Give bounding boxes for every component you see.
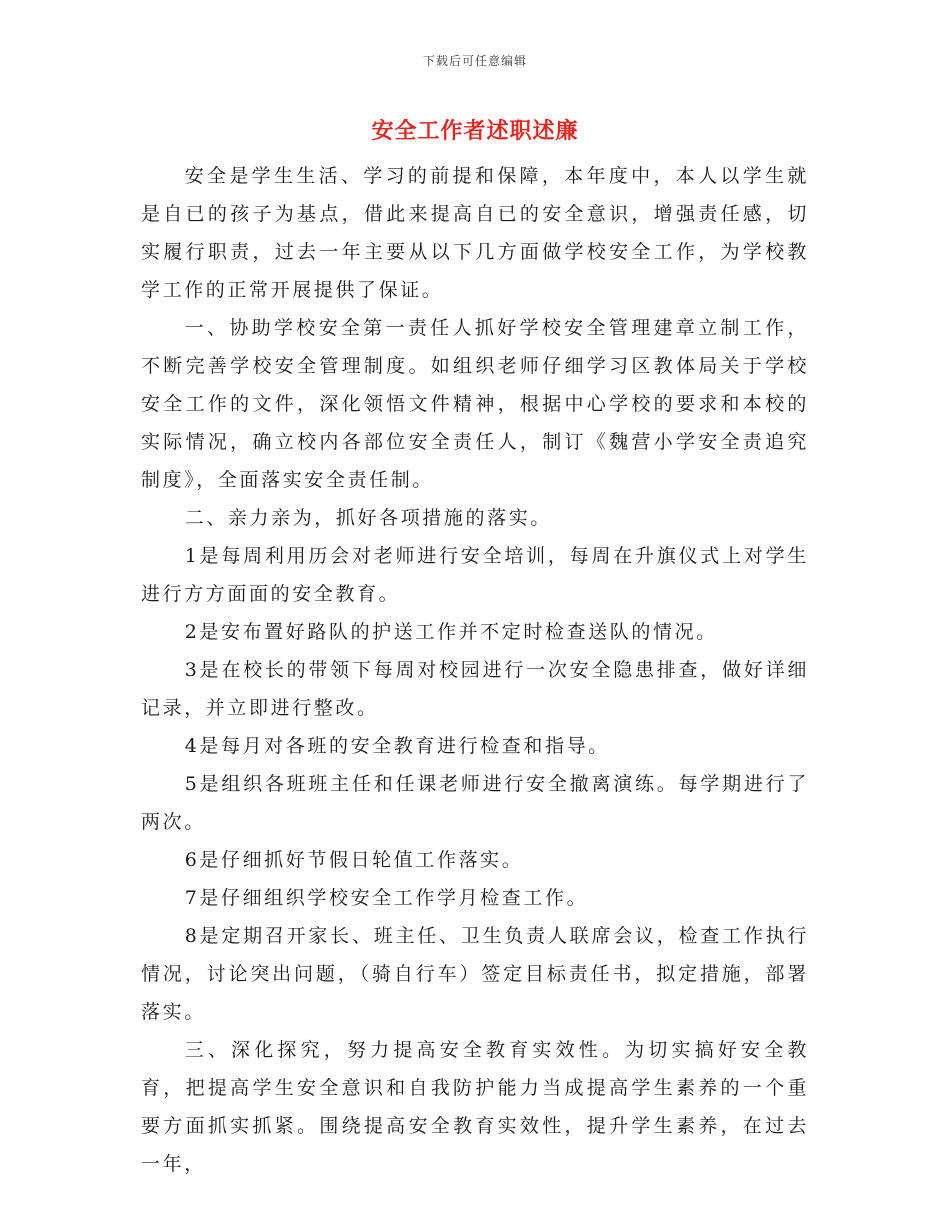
paragraph: 3是在校长的带领下每周对校园进行一次安全隐患排查，做好详细记录，并立即进行整改。: [141, 659, 809, 719]
document-title: 安全工作者述职述廉: [371, 118, 579, 144]
paragraph: 5是组织各班班主任和任课老师进行安全撤离演练。每学期进行了两次。: [141, 773, 809, 833]
paragraph: 安全是学生生活、学习的前提和保障，本年度中，本人以学生就是自已的孩子为基点，借此来提高自已的安全意识，增强责任感，切实履行职责，过去一年主要从以下几方面做学校安全工作，为学校教学工作的正常开展提供了保证。: [141, 165, 809, 301]
header-note: 下载后可任意编辑: [422, 54, 527, 68]
paragraph: 4是每月对各班的安全教育进行检查和指导。: [184, 735, 610, 757]
paragraph: 一、协助学校安全第一责任人抓好学校安全管理建章立制工作，不断完善学校安全管理制度。如组织老师仔细学习区教体局关于学校安全工作的文件，深化领悟文件精神，根据中心学校的要求和本校的实际情况，确立校内各部位安全责任人，制订《魏营小学安全责追究制度》，全面落实安全责任制。: [141, 317, 809, 491]
paragraph: 二、亲力亲为，抓好各项措施的落实。: [184, 507, 552, 529]
paragraph: 三、深化探究，努力提高安全教育实效性。为切实搞好安全教育，把提高学生安全意识和自我防护能力当成提高学生素养的一个重要方面抓实抓紧。围绕提高安全教育实效性，提升学生素养，在过去一年，: [141, 1039, 809, 1175]
paragraph: 1是每周利用历会对老师进行安全培训，每周在升旗仪式上对学生进行方方面面的安全教育。: [141, 545, 809, 605]
paragraph: 7是仔细组织学校安全工作学月检查工作。: [184, 887, 589, 909]
paragraph: 2是安布置好路队的护送工作并不定时检查送队的情况。: [184, 621, 718, 643]
paragraph: 6是仔细抓好节假日轮值工作落实。: [184, 849, 524, 871]
paragraph: 8是定期召开家长、班主任、卫生负责人联席会议，检查工作执行情况，讨论突出问题，（骑自行车）签定目标责任书，拟定措施，部署落实。: [141, 925, 809, 1023]
document-body: [141, 157, 809, 1183]
